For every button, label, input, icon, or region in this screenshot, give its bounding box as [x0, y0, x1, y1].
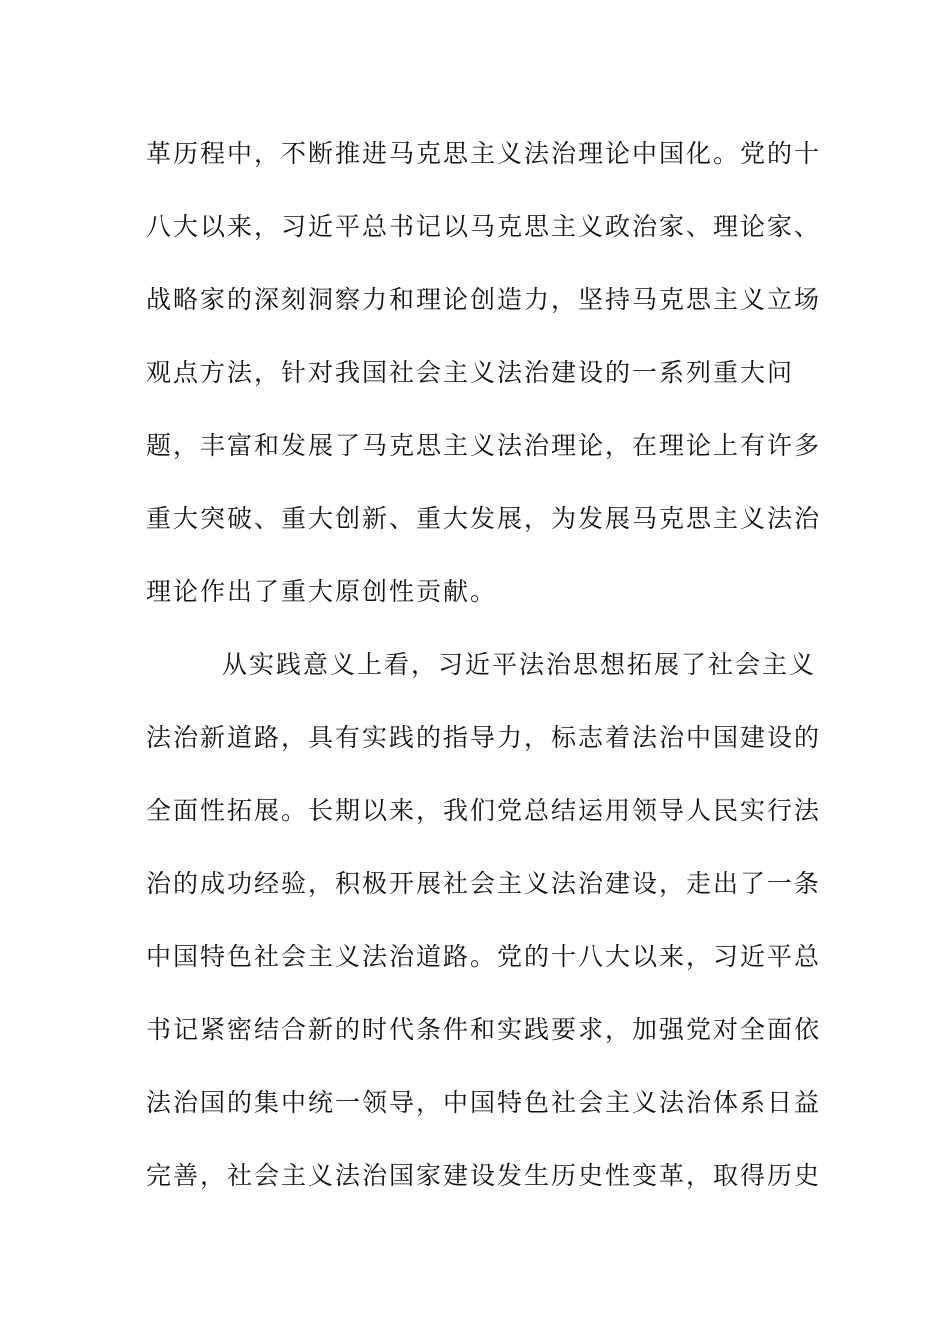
- body-text: [146, 126, 822, 1221]
- text-line: 治的成功经验，积极开展社会主义法治建设，走出了一条: [146, 869, 822, 898]
- text-line: 法治国的集中统一领导，中国特色社会主义法治体系日益: [146, 1088, 822, 1117]
- text-line: 全面性拓展。长期以来，我们党总结运用领导人民实行法: [146, 796, 822, 825]
- text-line: 革历程中，不断推进马克思主义法治理论中国化。党的十: [146, 139, 822, 168]
- text-line: 题，丰富和发展了马克思主义法治理论，在理论上有许多: [146, 431, 822, 460]
- text-line: 战略家的深刻洞察力和理论创造力，坚持马克思主义立场: [146, 285, 822, 314]
- text-line: 观点方法，针对我国社会主义法治建设的一系列重大问: [146, 358, 795, 387]
- text-line: 中国特色社会主义法治道路。党的十八大以来，习近平总: [146, 942, 822, 971]
- text-line: 完善，社会主义法治国家建设发生历史性变革，取得历史: [146, 1161, 822, 1190]
- text-line: 八大以来，习近平总书记以马克思主义政治家、理论家、: [146, 212, 822, 241]
- text-line: 理论作出了重大原创性贡献。: [146, 577, 498, 606]
- text-line: 重大突破、重大创新、重大发展，为发展马克思主义法治: [146, 504, 822, 533]
- text-line: 法治新道路，具有实践的指导力，标志着法治中国建设的: [146, 723, 822, 752]
- text-line: 书记紧密结合新的时代条件和实践要求，加强党对全面依: [146, 1015, 822, 1044]
- text-line-paragraph-start: 从实践意义上看，习近平法治思想拓展了社会主义: [222, 650, 817, 679]
